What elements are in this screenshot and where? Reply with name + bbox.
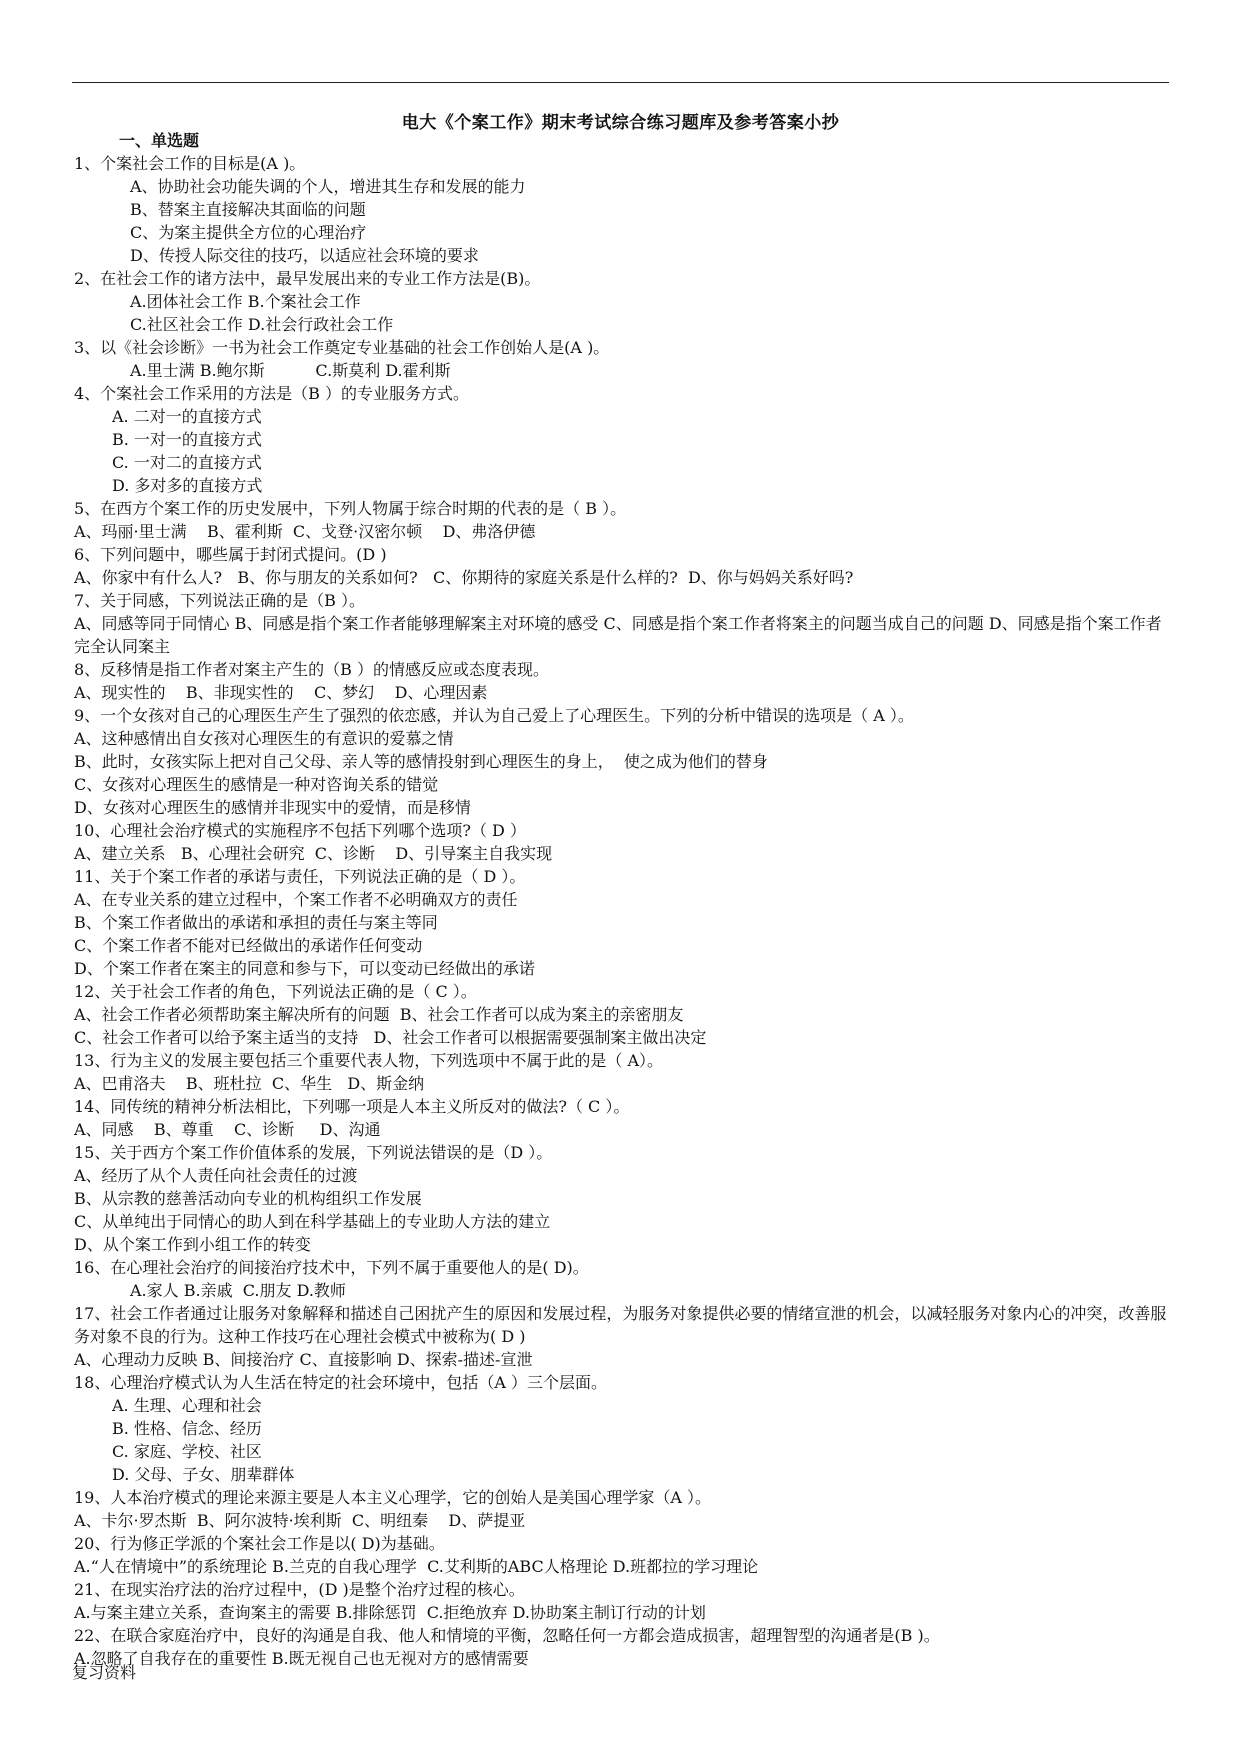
text-line: A、社会工作者必须帮助案主解决所有的问题 B、社会工作者可以成为案主的亲密朋友 — [74, 1005, 684, 1024]
text-line: 10、心理社会治疗模式的实施程序不包括下列哪个选项?（ D ） — [74, 821, 526, 840]
text-line: A、同感 B、尊重 C、诊断 D、沟通 — [74, 1120, 381, 1139]
text-line: B. 性格、信念、经历 — [112, 1419, 262, 1438]
text-line: D、传授人际交往的技巧，以适应社会环境的要求 — [130, 246, 479, 265]
text-line: A.忽略了自我存在的重要性 B.既无视自己也无视对方的感情需要 — [74, 1649, 529, 1668]
text-line: A.家人 B.亲戚 C.朋友 D.教师 — [130, 1281, 346, 1300]
text-line: 6、下列问题中，哪些属于封闭式提问。(D ) — [74, 545, 387, 564]
text-line: B、从宗教的慈善活动向专业的机构组织工作发展 — [74, 1189, 422, 1208]
text-line: 14、同传统的精神分析法相比，下列哪一项是人本主义所反对的做法?（ C ）。 — [74, 1097, 630, 1116]
text-line: 13、行为主义的发展主要包括三个重要代表人物，下列选项中不属于此的是（ A）。 — [74, 1051, 664, 1070]
text-line: 16、在心理社会治疗的间接治疗技术中，下列不属于重要他人的是( D)。 — [74, 1258, 589, 1277]
question-list — [74, 129, 1170, 1670]
text-line: D、个案工作者在案主的同意和参与下，可以变动已经做出的承诺 — [74, 959, 535, 978]
text-line: C、社会工作者可以给予案主适当的支持 D、社会工作者可以根据需要强制案主做出决定 — [74, 1028, 707, 1047]
text-line: A、协助社会功能失调的个人，增进其生存和发展的能力 — [130, 177, 526, 196]
text-line: 21、在现实治疗法的治疗过程中，(D )是整个治疗过程的核心。 — [74, 1580, 525, 1599]
footer-label: 复习资料 — [72, 1663, 137, 1682]
text-line: 2、在社会工作的诸方法中，最早发展出来的专业工作方法是(B)。 — [74, 269, 541, 288]
text-line: A、这种感情出自女孩对心理医生的有意识的爱慕之情 — [74, 729, 454, 748]
text-line: A.里士满 B.鲍尔斯 C.斯莫利 D.霍利斯 — [130, 361, 451, 380]
text-line: A、经历了从个人责任向社会责任的过渡 — [74, 1166, 358, 1185]
text-line: D. 多对多的直接方式 — [112, 476, 263, 495]
text-line: B、此时，女孩实际上把对自己父母、亲人等的感情投射到心理医生的身上， 使之成为他们的替身 — [74, 752, 768, 771]
text-line: D. 父母、子女、朋辈群体 — [112, 1465, 295, 1484]
text-line: 9、一个女孩对自己的心理医生产生了强烈的依恋感，并认为自己爱上了心理医生。下列的分析中错误的选项是（ A ）。 — [74, 706, 914, 725]
text-line: A.团体社会工作 B.个案社会工作 — [130, 292, 361, 311]
text-line: A. 生理、心理和社会 — [112, 1396, 262, 1415]
text-line: C、从单纯出于同情心的助人到在科学基础上的专业助人方法的建立 — [74, 1212, 551, 1231]
text-line: A、心理动力反映 B、间接治疗 C、直接影响 D、探索-描述-宣泄 — [74, 1350, 533, 1369]
text-line: C. 一对二的直接方式 — [112, 453, 262, 472]
text-line: 18、心理治疗模式认为人生活在特定的社会环境中，包括（A ）三个层面。 — [74, 1373, 608, 1392]
text-line: C、为案主提供全方位的心理治疗 — [130, 223, 367, 242]
text-line: A、巴甫洛夫 B、班杜拉 C、华生 D、斯金纳 — [74, 1074, 425, 1093]
text-line: B. 一对一的直接方式 — [112, 430, 262, 449]
text-line: 11、关于个案工作者的承诺与责任，下列说法正确的是（ D ）。 — [74, 867, 526, 886]
text-line: D、女孩对心理医生的感情并非现实中的爱情，而是移情 — [74, 798, 471, 817]
text-line: A.“人在情境中”的系统理论 B.兰克的自我心理学 C.艾利斯的ABC人格理论 D.班都拉的学习理论 — [74, 1557, 759, 1576]
text-line: A. 二对一的直接方式 — [112, 407, 262, 426]
text-line: 19、人本治疗模式的理论来源主要是人本主义心理学，它的创始人是美国心理学家（A ）。 — [74, 1488, 712, 1507]
text-line: B、替案主直接解决其面临的问题 — [130, 200, 366, 219]
text-line: A.与案主建立关系，查询案主的需要 B.排除惩罚 C.拒绝放弃 D.协助案主制订行动的计划 — [74, 1603, 706, 1622]
text-line: B、个案工作者做出的承诺和承担的责任与案主等同 — [74, 913, 438, 932]
text-line: A、你家中有什么人? B、你与朋友的关系如何? C、你期待的家庭关系是什么样的? D、你与妈妈关系好吗? — [74, 568, 854, 587]
text-line: C. 家庭、学校、社区 — [112, 1442, 262, 1461]
text-line: A、玛丽·里士满 B、霍利斯 C、戈登·汉密尔顿 D、弗洛伊德 — [74, 522, 536, 541]
text-line: 3、以《社会诊断》一书为社会工作奠定专业基础的社会工作创始人是(A )。 — [74, 338, 610, 357]
question-lines — [74, 152, 1170, 1670]
text-line: C.社区社会工作 D.社会行政社会工作 — [130, 315, 394, 334]
text-line: D、从个案工作到小组工作的转变 — [74, 1235, 311, 1254]
text-line: A、在专业关系的建立过程中，个案工作者不必明确双方的责任 — [74, 890, 518, 909]
page-title: 电大《个案工作》期末考试综合练习题库及参考答案小抄 — [401, 113, 840, 133]
text-line: C、女孩对心理医生的感情是一种对咨询关系的错觉 — [74, 775, 439, 794]
text-line: 1、个案社会工作的目标是(A )。 — [74, 154, 306, 173]
text-line: 22、在联合家庭治疗中，良好的沟通是自我、他人和情境的平衡，忽略任何一方都会造成损害，超理智型的沟通者是(B )。 — [74, 1626, 940, 1645]
text-line: A、现实性的 B、非现实性的 C、梦幻 D、心理因素 — [74, 683, 488, 702]
header-rule — [72, 82, 1169, 83]
text-line: 4、个案社会工作采用的方法是（B ）的专业服务方式。 — [74, 384, 470, 403]
text-line: C、个案工作者不能对已经做出的承诺作任何变动 — [74, 936, 423, 955]
text-line: 12、关于社会工作者的角色，下列说法正确的是（ C ）。 — [74, 982, 477, 1001]
text-line: 7、关于同感，下列说法正确的是（B ）。 — [74, 591, 366, 610]
text-line: A、卡尔·罗杰斯 B、阿尔波特·埃利斯 C、明纽秦 D、萨提亚 — [74, 1511, 526, 1530]
section-heading: 一、单选题 — [119, 131, 200, 150]
text-line: A、同感等同于同情心 B、同感是指个案工作者能够理解案主对环境的感受 C、同感是指个案工作者将案主的问题当成自己的问题 D、同感是指个案工作者完全认同案主 — [74, 614, 1162, 656]
text-line: 8、反移情是指工作者对案主产生的（B ）的情感反应或态度表现。 — [74, 660, 550, 679]
text-line: A、建立关系 B、心理社会研究 C、诊断 D、引导案主自我实现 — [74, 844, 553, 863]
text-line: 15、关于西方个案工作价值体系的发展，下列说法错误的是（D ）。 — [74, 1143, 553, 1162]
text-line: 5、在西方个案工作的历史发展中，下列人物属于综合时期的代表的是（ B ）。 — [74, 499, 627, 518]
text-line: 20、行为修正学派的个案社会工作是以( D)为基础。 — [74, 1534, 445, 1553]
text-line: 17、社会工作者通过让服务对象解释和描述自己困扰产生的原因和发展过程，为服务对象提供必要的情绪宣泄的机会，以减轻服务对象内心的冲突，改善服务对象不良的行为。这种工作技巧在心理社会模式中被称为( D ) — [74, 1304, 1167, 1346]
